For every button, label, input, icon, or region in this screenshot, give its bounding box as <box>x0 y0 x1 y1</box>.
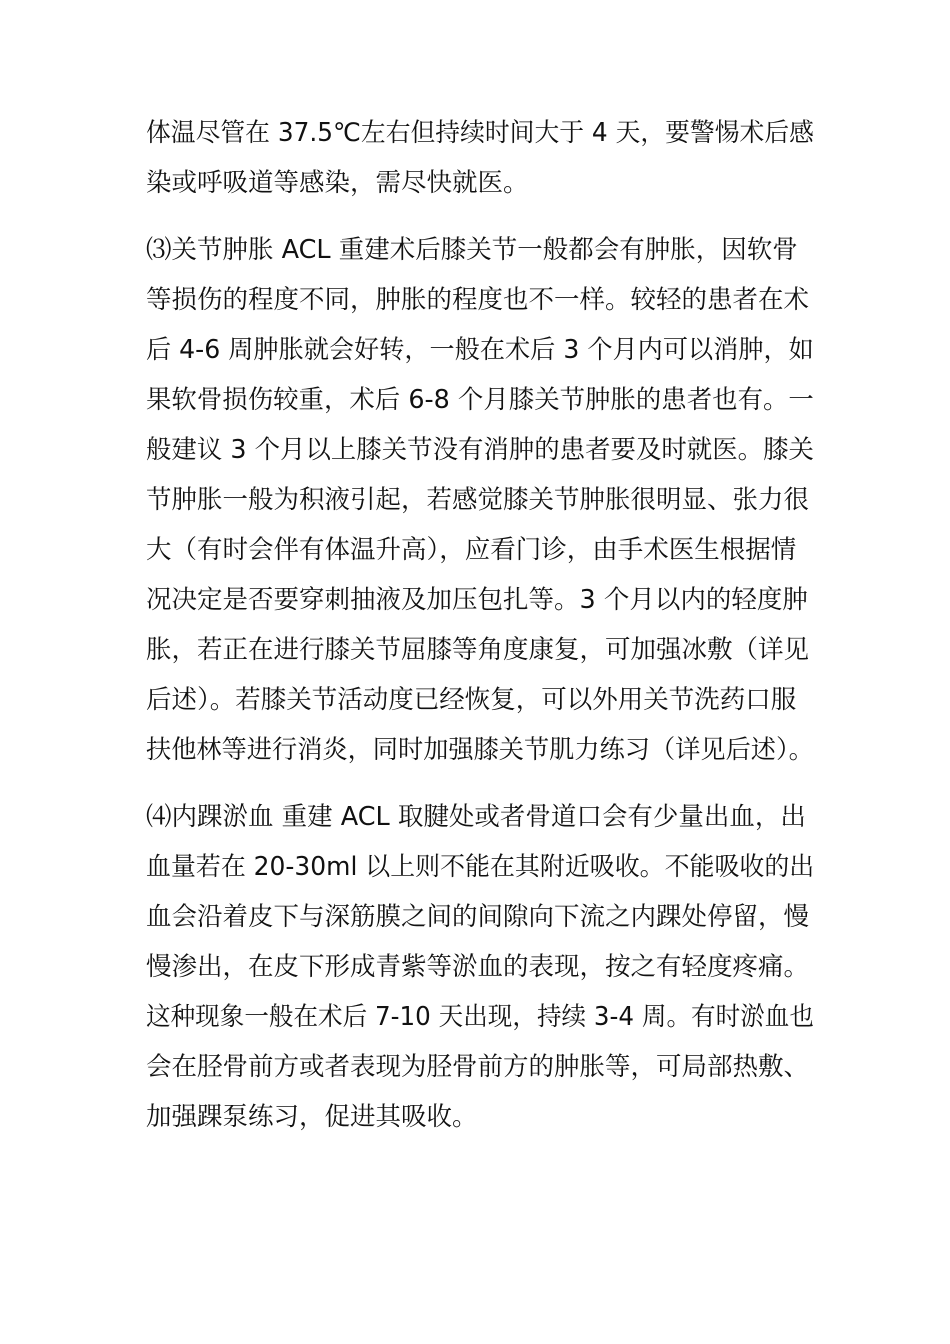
text-line: 胀，若正在进行膝关节屈膝等角度康复，可加强冰敷（详见 <box>146 635 810 665</box>
text-line: 染或呼吸道等感染，需尽快就医。 <box>146 168 529 198</box>
text-line: 血量若在 20-30ml 以上则不能在其附近吸收。不能吸收的出 <box>146 852 815 882</box>
text-line: 会在胫骨前方或者表现为胫骨前方的肿胀等，可局部热敷、 <box>146 1052 810 1082</box>
text-line: 加强踝泵练习，促进其吸收。 <box>146 1102 478 1132</box>
text-line: ⑷内踝淤血 重建 ACL 取腱处或者骨道口会有少量出血，出 <box>146 802 806 832</box>
text-line: 等损伤的程度不同，肿胀的程度也不一样。较轻的患者在术 <box>146 285 810 315</box>
text-line: 这种现象一般在术后 7-10 天出现，持续 3-4 周。有时淤血也 <box>146 1002 814 1032</box>
text-line: 后 4-6 周肿胀就会好转，一般在术后 3 个月内可以消肿，如 <box>146 335 814 365</box>
text-line: 慢渗出，在皮下形成青紫等淤血的表现，按之有轻度疼痛。 <box>146 952 810 982</box>
text-line: 般建议 3 个月以上膝关节没有消肿的患者要及时就医。膝关 <box>146 435 814 465</box>
text-line: 后述）。若膝关节活动度已经恢复，可以外用关节洗药口服 <box>146 685 797 715</box>
text-line: 大（有时会伴有体温升高），应看门诊，由手术医生根据情 <box>146 535 797 565</box>
text-line: 扶他林等进行消炎，同时加强膝关节肌力练习（详见后述）。 <box>146 735 814 765</box>
text-line: 况决定是否要穿刺抽液及加压包扎等。3 个月以内的轻度肿 <box>146 585 808 615</box>
text-line: 果软骨损伤较重，术后 6-8 个月膝关节肿胀的患者也有。一 <box>146 385 814 415</box>
text-line: ⑶关节肿胀 ACL 重建术后膝关节一般都会有肿胀，因软骨 <box>146 235 798 265</box>
text-line: 体温尽管在 37.5℃左右但持续时间大于 4 天，要警惕术后感 <box>146 118 814 148</box>
text-line: 节肿胀一般为积液引起，若感觉膝关节肿胀很明显、张力很 <box>146 485 810 515</box>
text-line: 血会沿着皮下与深筋膜之间的间隙向下流之内踝处停留，慢 <box>146 902 810 932</box>
